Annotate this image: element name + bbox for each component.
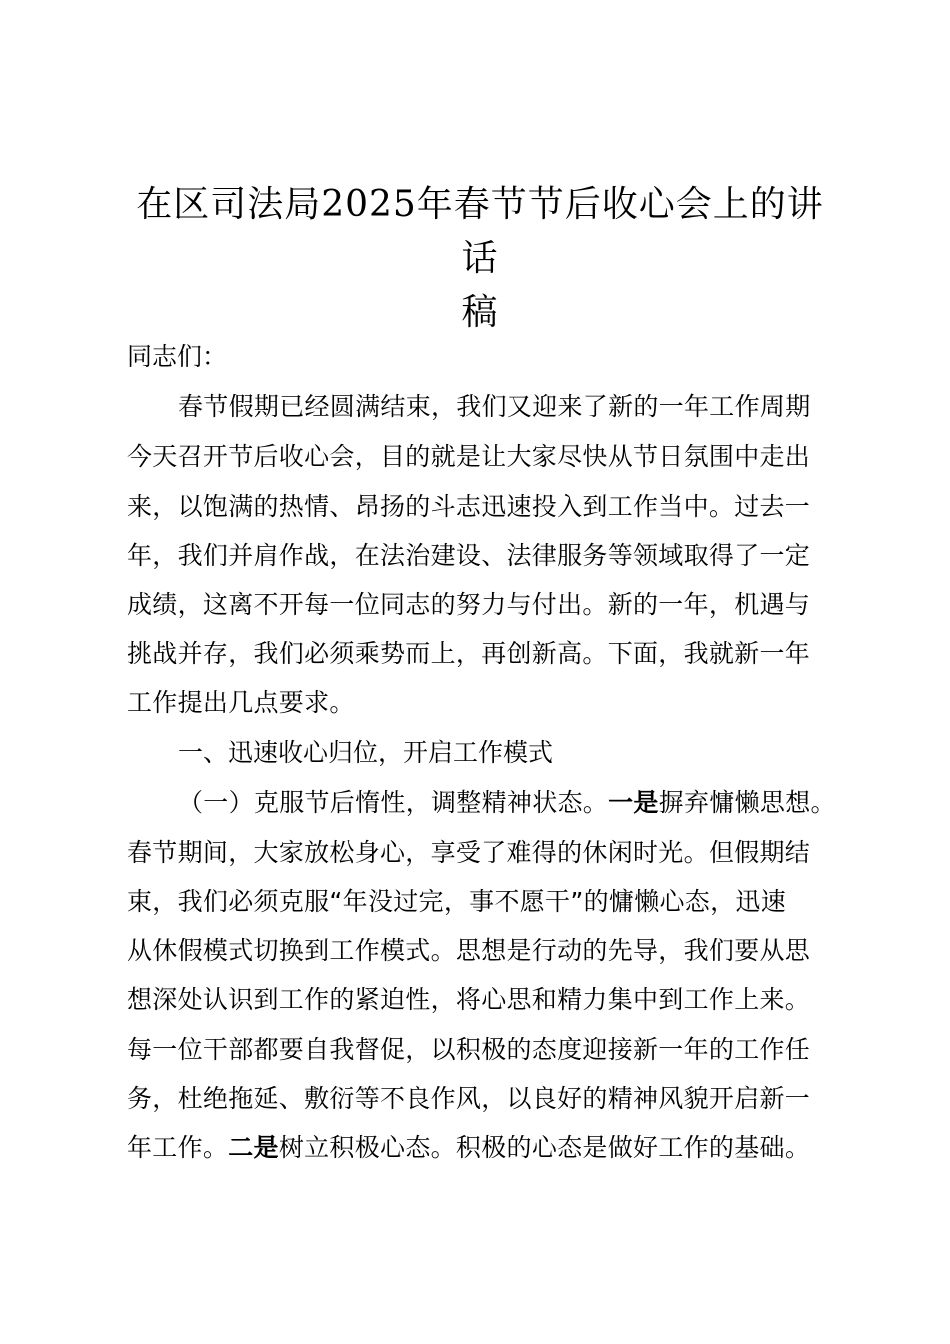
paragraph-line: 从休假模式切换到工作模式。思想是行动的先导，我们要从思	[127, 936, 811, 965]
subsection-lead: （一）克服节后惰性，调整精神状态。	[178, 788, 609, 817]
document-title	[120, 178, 840, 340]
section-heading: 一、迅速收心归位，开启工作模式	[178, 738, 554, 767]
paragraph-line: 年，我们并肩作战，在法治建设、法律服务等领域取得了一定	[127, 541, 811, 570]
point-label: 二是	[228, 1133, 279, 1162]
paragraph-line: 成绩，这离不开每一位同志的努力与付出。新的一年，机遇与	[127, 590, 811, 619]
title-line-1: 在区司法局2025年春节节后收心会上的讲话	[136, 184, 824, 279]
paragraph-line: 每一位干部都要自我督促，以积极的态度迎接新一年的工作任	[127, 1035, 811, 1064]
title-line-2: 稿	[461, 292, 499, 333]
point-text: 树立积极心态。积极的心态是做好工作的基础。	[278, 1133, 811, 1162]
paragraph-line: 春节假期已经圆满结束，我们又迎来了新的一年工作周期	[178, 392, 811, 421]
salutation: 同志们：	[127, 342, 228, 371]
paragraph-last-line	[127, 1123, 810, 1173]
line-text: 年工作。	[127, 1133, 229, 1162]
paragraph-line: 春节期间，大家放松身心，享受了难得的休闲时光。但假期结	[127, 838, 811, 867]
paragraph-line: 来，以饱满的热情、昂扬的斗志迅速投入到工作当中。过去一	[127, 492, 811, 521]
point-label: 一是	[608, 788, 659, 817]
paragraph-line: 束，我们必须克服“年没过完，事不愿干”的慵懒心态，迅速	[127, 887, 787, 916]
paragraph-line: 今天召开节后收心会，目的就是让大家尽快从节日氛围中走出	[127, 442, 811, 471]
paragraph-line: 想深处认识到工作的紧迫性，将心思和精力集中到工作上来。	[127, 985, 811, 1014]
subsection-first-line	[178, 778, 836, 828]
paragraph-line: 工作提出几点要求。	[127, 688, 355, 717]
point-text: 摒弃慵懒思想。	[658, 788, 836, 817]
paragraph-line: 挑战并存，我们必须乘势而上，再创新高。下面，我就新一年	[127, 639, 811, 668]
paragraph-line: 务，杜绝拖延、敷衍等不良作风，以良好的精神风貌开启新一	[127, 1084, 811, 1113]
